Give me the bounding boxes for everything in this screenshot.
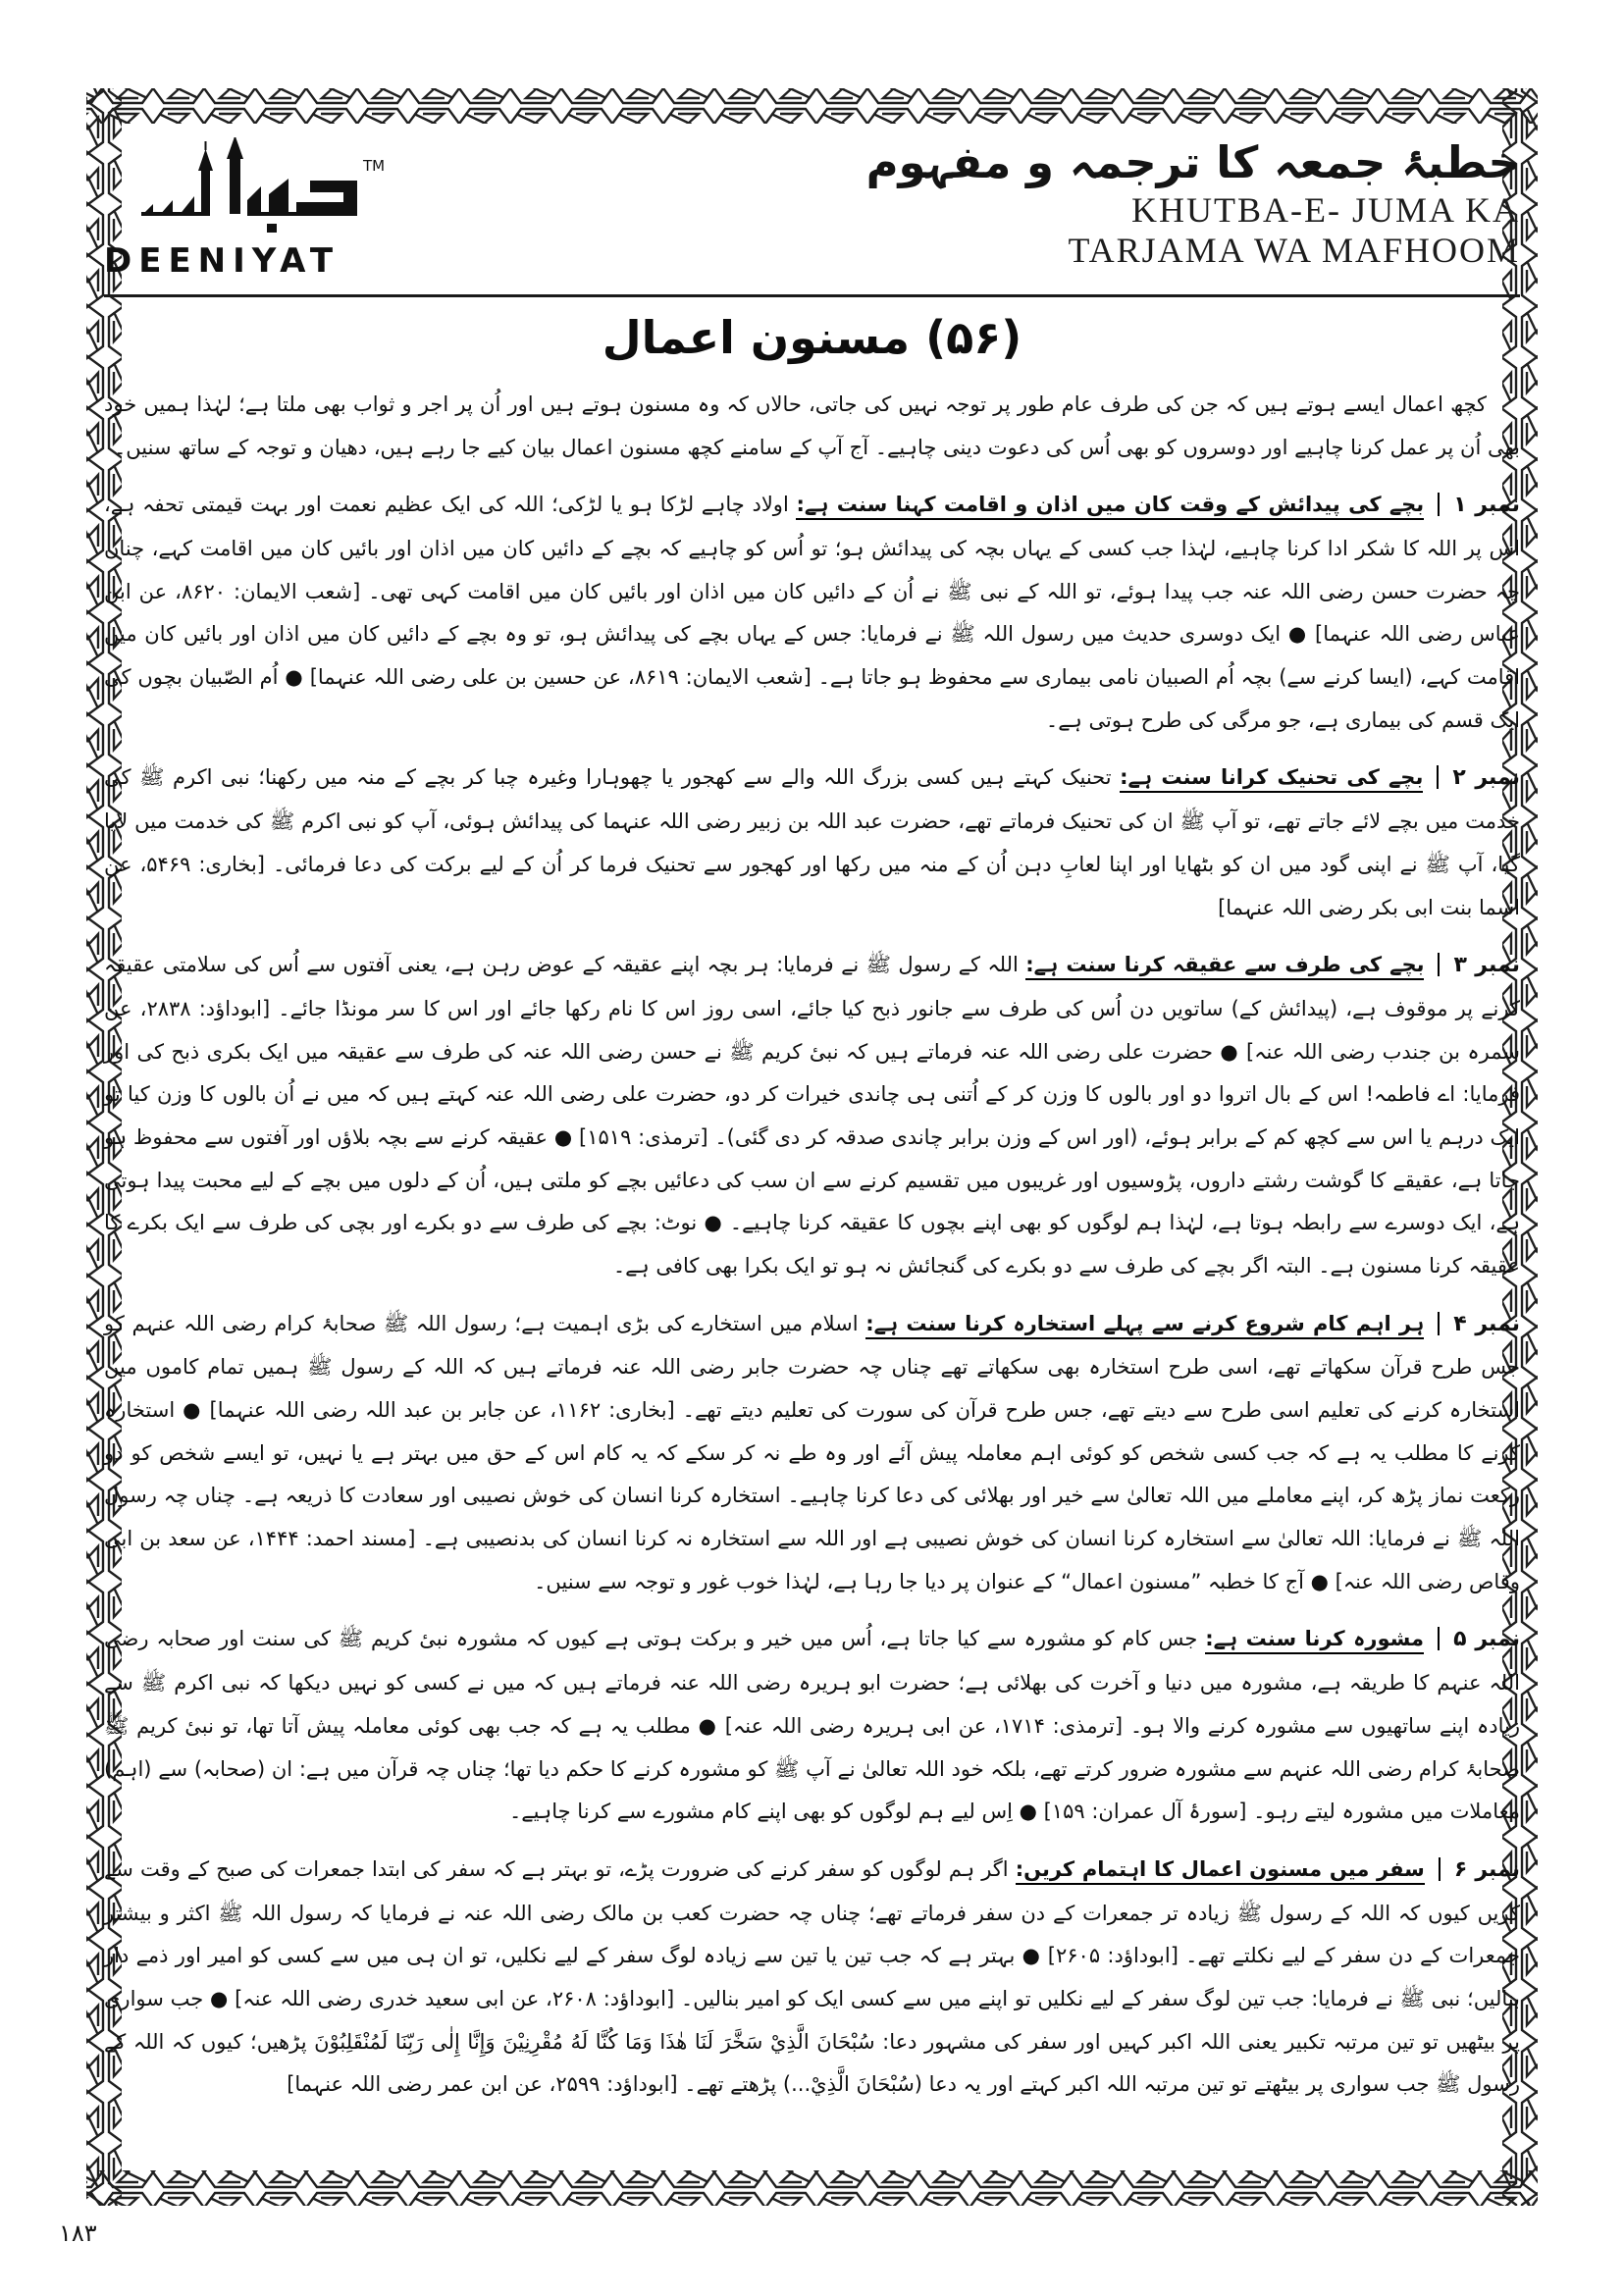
deeniyat-logo: [104, 130, 428, 281]
section-separator: [1439, 1857, 1441, 1881]
header-divider: [104, 294, 1520, 297]
section-body: اسلام میں استخارے کی بڑی اہمیت ہے؛ رسول اللہ ﷺ صحابۂ کرام رضی اللہ عنہم کو جس طرح قرآن سکھاتے تھے، اسی طرح استخارہ بھی سکھاتے تھے چناں چہ حضرت جابر رضی اللہ عنہ فرماتے ہیں کہ اللہ کے رسول ﷺ ہمیں تمام کاموں میں استخارہ کرنے کی تعلیم اسی طرح سے دیتے تھے، جس طرح قرآن کی سورت کی تعلیم دیتے تھے۔ [بخاری: ۱۱۶۲، عن جابر بن عبد اللہ رضی اللہ عنہما] ● استخارہ کرنے کا مطلب یہ ہے کہ جب کسی شخص کو کوئی اہم معاملہ پیش آئے اور وہ طے نہ کر سکے کہ یہ کام اس کے حق میں بہتر ہے یا نہیں، تو ایسے شخص کو دو رکعت نماز پڑھ کر، اپنے معاملے میں اللہ تعالیٰ سے خیر اور بھلائی کی دعا کرنا چاہیے۔ استخارہ کرنا انسان کی خوش نصیبی اور سعادت کا ذریعہ ہے۔ چناں چہ رسول اللہ ﷺ نے فرمایا: اللہ تعالیٰ سے استخارہ کرنا انسان کی خوش نصیبی ہے اور اللہ سے استخارہ نہ کرنا انسان کی بدنصیبی ہے۔ [مسند احمد: ۱۴۴۴، عن سعد بن ابی وقاص رضی اللہ عنہ] ● آج کا خطبہ ”مسنون اعمال“ کے عنوان پر دیا جا رہا ہے، لہٰذا خوب غور و توجہ سے سنیں۔: [104, 1311, 1520, 1593]
article-section: [104, 483, 1520, 742]
section-number: نمبر ۱: [1453, 493, 1520, 518]
section-heading: ہر اہم کام شروع کرنے سے پہلے استخارہ کرنا سنت ہے:: [865, 1312, 1424, 1339]
header-title-urdu: خطبۂ جمعہ کا ترجمہ و مفہوم: [865, 136, 1520, 188]
article: [104, 311, 1520, 2107]
section-body: تحنیک کہتے ہیں کسی بزرگ اللہ والے سے کھجور یا چھوہارا وغیرہ چبا کر بچے کے منہ میں رکھنا؛ نبی اکرم ﷺ کی خدمت میں بچے لائے جاتے تھے، تو آپ ﷺ ان کی تحنیک فرماتے تھے، حضرت عبد اللہ بن زبیر رضی اللہ عنہما کی پیدائش ہوئی، آپ کو نبی اکرم ﷺ کی خدمت میں لایا گیا، آپ ﷺ نے اپنی گود میں ان کو بٹھایا اور اپنا لعابِ دہن اُن کے منہ میں رکھا اور کھجور سے تحنیک فرما کر اُن کے لیے برکت کی دعا فرمائی۔ [بخاری: ۵۴۶۹، عن اسما بنت ابی بکر رضی اللہ عنہما]: [104, 765, 1520, 919]
article-section: [104, 1302, 1520, 1604]
section-number: نمبر ۵: [1453, 1627, 1520, 1652]
mosque-logo-icon: [104, 137, 398, 239]
trademark-symbol: TM: [363, 157, 386, 175]
page-header: [104, 130, 1520, 281]
section-heading: بچے کی طرف سے عقیقہ کرنا سنت ہے:: [1025, 953, 1424, 980]
section-number: نمبر ۶: [1453, 1856, 1520, 1882]
article-section: [104, 1848, 1520, 2107]
section-body: اگر ہم لوگوں کو سفر کرنے کی ضرورت پڑے، تو بہتر ہے کہ سفر کی ابتدا جمعرات کی صبح کے وقت سے کریں کیوں کہ اللہ کے رسول ﷺ زیادہ تر جمعرات کے دن سفر فرماتے تھے؛ چناں چہ حضرت کعب بن مالک رضی اللہ عنہ نے فرمایا کہ رسول اللہ ﷺ اکثر و بیشتر جمعرات کے دن سفر کے لیے نکلتے تھے۔ [ابوداؤد: ۲۶۰۵] ● بہتر ہے کہ جب تین یا تین سے زیادہ لوگ سفر کے لیے نکلیں، تو ان ہی میں سے کسی کو امیر اور ذمے دار بنالیں؛ نبی ﷺ نے فرمایا: جب تین لوگ سفر کے لیے نکلیں تو اپنے میں سے کسی ایک کو امیر بنالیں۔ [ابوداؤد: ۲۶۰۸، عن ابی سعید خدری رضی اللہ عنہ] ● جب سواری پر بیٹھیں تو تین مرتبہ تکبیر یعنی اللہ اکبر کہیں اور سفر کی مشہور دعا: سُبْحَانَ الَّذِيْ سَخَّرَ لَنَا هٰذَا وَمَا كُنَّا لَهُ مُقْرِنِيْنَ وَإِنَّا إِلٰى رَبِّنَا لَمُنْقَلِبُوْنَ پڑھیں؛ کیوں کہ اللہ کے رسول ﷺ جب سواری پر بیٹھتے تو تین مرتبہ اللہ اکبر کہتے اور یہ دعا (سُبْحَانَ الَّذِيْ...) پڑھتے تھے۔ [ابوداؤد: ۲۵۹۹، عن ابن عمر رضی اللہ عنہما]: [104, 1856, 1521, 2097]
article-section: [104, 943, 1520, 1287]
section-heading: سفر میں مسنون اعمال کا اہتمام کریں:: [1016, 1857, 1425, 1885]
section-separator: [1438, 1627, 1440, 1650]
section-body: اللہ کے رسول ﷺ نے فرمایا: ہر بچہ اپنے عقیقہ کے عوض رہن ہے، یعنی آفتوں سے اُس کی سلامتی عقیقہ کرنے پر موقوف ہے، (پیدائش کے) ساتویں دن اُس کی طرف سے جانور ذبح کیا جائے، اسی روز اس کا نام رکھا جائے اور اس کا سر مونڈا جائے۔ [ابوداؤد: ۲۸۳۸، عن سمرہ بن جندب رضی اللہ عنہ] ● حضرت علی رضی اللہ عنہ فرماتے ہیں کہ نبیٔ کریم ﷺ نے حسن رضی اللہ عنہ کی طرف سے عقیقہ میں ایک بکری ذبح کی اور فرمایا: اے فاطمہ! اس کے بال اتروا دو اور بالوں کا وزن کر کے اُتنی ہی چاندی خیرات کر دو، حضرت علی رضی اللہ عنہ کہتے ہیں کہ میں نے اُن بالوں کا وزن کیا تو ایک درہم یا اس سے کچھ کم کے برابر ہوئے، (اور اس کے وزن برابر چاندی صدقہ کر دی گئی)۔ [ترمذی: ۱۵۱۹] ● عقیقہ کرنے سے بچہ بلاؤں اور آفتوں سے محفوظ ہو جاتا ہے، عقیقے کا گوشت رشتے داروں، پڑوسیوں اور غریبوں میں تقسیم کرنے سے ان سب کی دعائیں بچے کو ملتی ہیں، اُن کے دلوں میں بچے کے لیے محبت پیدا ہوتی ہے، ایک دوسرے سے رابطہ ہوتا ہے، لہٰذا ہم لوگوں کو بھی اپنے بچوں کا عقیقہ کرنا چاہیے۔ ● نوٹ: بچے کی طرف سے دو بکرے اور بچی کی طرف سے ایک بکرے کا عقیقہ کرنا مسنون ہے۔ البتہ اگر بچے کی طرف سے دو بکرے کی گنجائش نہ ہو تو ایک بکرا بھی کافی ہے۔: [104, 953, 1520, 1278]
section-number: نمبر ۴: [1453, 1311, 1520, 1336]
header-title-english-line2: TARJAMA WA MAFHOOM: [1068, 230, 1520, 270]
section-separator: [1438, 493, 1440, 516]
page-number: ۱۸۳: [59, 2219, 97, 2247]
section-body: اولاد چاہے لڑکا ہو یا لڑکی؛ اللہ کی ایک عظیم نعمت اور بہت قیمتی تحفہ ہے، اس پر اللہ کا شکر ادا کرنا چاہیے، لہٰذا جب کسی کے یہاں بچہ کی پیدائش ہو؛ تو اُس کو چاہیے کہ بچے کے دائیں کان میں اذان اور بائیں کان میں اقامت کہے، چناں چہ حضرت حسن رضی اللہ عنہ جب پیدا ہوئے، تو اللہ کے نبی ﷺ نے اُن کے دائیں کان میں اذان اور بائیں کان میں اقامت کہی تھی۔ [شعب الایمان: ۸۶۲۰، عن ابن عباس رضی اللہ عنہما] ● ایک دوسری حدیث میں رسول اللہ ﷺ نے فرمایا: جس کے یہاں بچے کی پیدائش ہو، تو وہ بچے کے دائیں کان میں اذان اور بائیں کان میں اقامت کہے، (ایسا کرنے سے) بچہ اُم الصبیان نامی بیماری سے محفوظ ہو جاتا ہے۔ [شعب الایمان: ۸۶۱۹، عن حسین بن علی رضی اللہ عنہما] ● اُم الصّبیان بچوں کی ایک قسم کی بیماری ہے، جو مرگی کی طرح ہوتی ہے۔: [104, 493, 1520, 732]
section-separator: [1438, 1312, 1440, 1335]
section-body: جس کام کو مشورہ سے کیا جاتا ہے، اُس میں خیر و برکت ہوتی ہے کیوں کہ مشورہ نبیٔ کریم ﷺ کی سنت اور صحابہ رضی اللہ عنہم کا طریقہ ہے، مشورہ میں دنیا و آخرت کی بھلائی ہے؛ حضرت ابو ہریرہ رضی اللہ عنہ فرماتے ہیں کہ میں نے کسی کو نہیں دیکھا کہ نبی اکرم ﷺ سے زیادہ اپنے ساتھیوں سے مشورہ کرنے والا ہو۔ [ترمذی: ۱۷۱۴، عن ابی ہریرہ رضی اللہ عنہ] ● مطلب یہ ہے کہ جب بھی کوئی معاملہ پیش آتا تھا، تو نبیٔ کریم ﷺ صحابۂ کرام رضی اللہ عنہم سے مشورہ ضرور کرتے تھے، بلکہ خود اللہ تعالیٰ نے آپ ﷺ کو مشورہ کرنے کا حکم دیا تھا؛ چناں چہ قرآن میں ہے: ان (صحابہ) سے (اہم) معاملات میں مشورہ لیتے رہو۔ [سورۂ آل عمران: ۱۵۹] ● اِس لیے ہم لوگوں کو بھی اپنے کام مشورے سے کرنا چاہیے۔: [104, 1627, 1521, 1824]
section-number: نمبر ۳: [1453, 953, 1520, 978]
section-heading: مشورہ کرنا سنت ہے:: [1205, 1627, 1424, 1654]
section-separator: [1437, 765, 1439, 789]
section-heading: بچے کی تحنیک کرانا سنت ہے:: [1120, 765, 1423, 793]
header-title-english-line1: KHUTBA-E- JUMA KA: [1131, 190, 1520, 231]
article-sections: [104, 483, 1520, 2107]
section-heading: بچے کی پیدائش کے وقت کان میں اذان و اقامت کہنا سنت ہے:: [796, 493, 1424, 520]
intro-paragraph: کچھ اعمال ایسے ہوتے ہیں کہ جن کی طرف عام طور پر توجہ نہیں کی جاتی، حالاں کہ وہ مسنون ہوتے ہیں اور اُن پر اجر و ثواب بھی ملتا ہے؛ لہٰذا ہمیں خود بھی اُن پر عمل کرنا چاہیے اور دوسروں کو بھی اُس کی دعوت دینی چاہیے۔ آج آپ کے سامنے کچھ مسنون اعمال بیان کیے جا رہے ہیں، دھیان و توجہ کے ساتھ سنیں۔: [104, 392, 1520, 459]
section-separator: [1438, 953, 1440, 976]
article-section: [104, 1617, 1520, 1833]
article-section: [104, 756, 1520, 929]
section-number: نمبر ۲: [1452, 765, 1521, 791]
brand-wordmark: DEENIYAT: [104, 241, 341, 281]
header-titles: [866, 130, 1520, 270]
article-title: (۵۶) مسنون اعمال: [602, 311, 1022, 364]
